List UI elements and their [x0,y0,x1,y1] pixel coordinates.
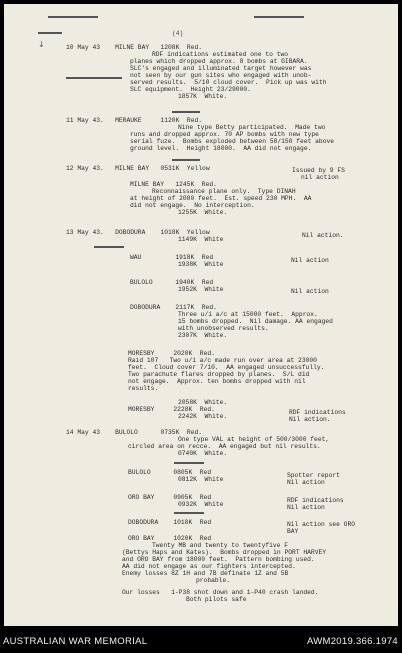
text-line: Raid 107 Two u/i a/c made run over area at 23000 [128,357,317,364]
margin-mark: ↓ [38,40,45,49]
text-line: Nil action [287,479,325,486]
text-line: Three u/i a/c at 15000 feet. Approx. [178,311,318,318]
text-line: RDF indications [287,497,344,504]
text-line: Nil action [287,504,325,511]
footer-institution: AUSTRALIAN WAR MEMORIAL [3,636,148,647]
text-line: 2242K White. [178,413,228,420]
text-line: Reconnaissance plane only. Type DINAH [152,188,296,195]
text-line: WAU 1918K Red [130,254,214,261]
text-line: BULOLO 1940K Red [130,279,214,286]
text-line: SLC equipment. Height 23/29000. [130,86,251,93]
text-line: DOBODURA 1018K Red [128,519,212,526]
text-line: 0740K White. [178,450,228,457]
text-line: Enemy losses 8Z 1H and 7B definate 1Z and 5B [122,570,289,577]
separator-dash [254,16,304,18]
separator-dash [172,159,200,161]
text-line: 1857K White. [178,93,228,100]
text-line: served results. 5/10 cloud cover. Pick up was with [130,79,327,86]
text-line: BULOLO 0805K Red [128,469,212,476]
text-line: 12 May 43. MILNE BAY 0531K Yellow [66,165,210,172]
archive-footer [0,632,402,653]
text-line: with unobserved results. [178,325,269,332]
text-line: not seen by our gun sites who engaged with unob- [130,72,312,79]
text-line: Twenty MB and twenty to twentyfive F [152,542,289,549]
text-line: planes which dropped approx. 8 bombs at GIBARA. [130,58,308,65]
text-line: probable. [196,577,231,584]
text-line: RDF indications [289,409,346,416]
text-line: (Bettys Haps and Kates). Bombs dropped in PORT HARVEY [122,549,327,556]
text-line: 1938K White [178,261,224,268]
footer-accession-number: AWM2019.366.1974 [306,636,398,647]
text-line: serial fuze. Bombs exploded between 50/150 feet above [130,138,335,145]
text-line: SLC's engaged and illuminated target however was [130,65,312,72]
text-line: One type VAL at height of 500/3000 feet, [178,436,330,443]
text-line: Our losses 1-P38 shot down and 1-P40 crash landed. [122,589,319,596]
text-line: DOBODURA 2117K Red. [130,304,217,311]
text-line: ORO BAY 1020K Red [128,535,212,542]
text-line: nil action [301,174,339,181]
text-line: 13 May 43. DOBODURA 1018K Yellow [66,229,210,236]
text-line: feet. Cloud cover 7/10. AA engaged unsuccessfully. [128,364,325,371]
text-line: 15 bombs dropped. Nil damage. AA engaged [178,318,333,325]
separator-dash [38,32,62,34]
text-line: 0812K White [178,476,224,483]
document-page [4,4,398,626]
text-line: 0932K White [178,501,224,508]
text-line: 2307K White. [178,332,228,339]
separator-dash [174,462,204,464]
separator-dash [66,77,122,79]
text-line: ground level. Height 18000. AA did not engage. [130,145,312,152]
text-line: 1255K White. [178,209,228,216]
text-line: did not engage. No interception. [130,202,255,209]
text-line: 2058K White. [178,399,228,406]
text-line: Two parachute flares dropped by planes. S/L did [128,371,310,378]
text-line: runs and dropped approx. 70 AP bombs with new type [130,131,319,138]
text-line: 11 May 43. MERAUKE 1120K Red. [66,117,203,124]
text-line: 10 May 43 MILNE BAY 1208K Red. [66,44,203,51]
text-line: Nil action [291,257,329,264]
separator-dash [48,16,98,18]
text-line: 14 May 43 BULOLO 0735K Red. [66,429,203,436]
separator-dash [174,512,204,514]
text-line: not engage. Approx. ten bombs dropped with nil [128,378,306,385]
text-line: Nil action see ORO [287,521,356,528]
text-line: Issued by 9 FS [292,167,345,174]
text-line: Nil action [291,288,329,295]
text-line: MORESBY 2020K Red. [128,350,215,357]
text-line: AA did not engage as our fighters intercepted. [122,563,296,570]
text-line: Nil action. [302,232,344,239]
text-line: Both pilots safe [186,596,247,603]
text-line: circled area on recce. AA engaged but nil results. [128,443,321,450]
text-line: results. [128,385,159,392]
separator-dash [94,246,124,248]
text-line: 1952K White [178,286,224,293]
text-line: ORO BAY 0905K Red [128,494,212,501]
text-line: MORESBY 2228K Red. [128,406,215,413]
text-line: 1149K White [178,236,224,243]
text-line: MILNE BAY 1245K Red. [130,181,217,188]
page-number: (4) [172,30,184,37]
text-line: Nine type Betty participated. Made two [178,124,326,131]
text-line: Nil action. [289,416,331,423]
text-line: RDF indications estimated one to two [152,51,289,58]
text-line: at height of 2000 feet. Est. speed 230 MPH. AA [130,195,312,202]
text-line: and ORO BAY from 18000 feet. Pattern bombing used. [122,556,315,563]
separator-dash [172,111,200,113]
text-line: Spotter report [287,472,340,479]
text-line: BAY [287,528,299,535]
